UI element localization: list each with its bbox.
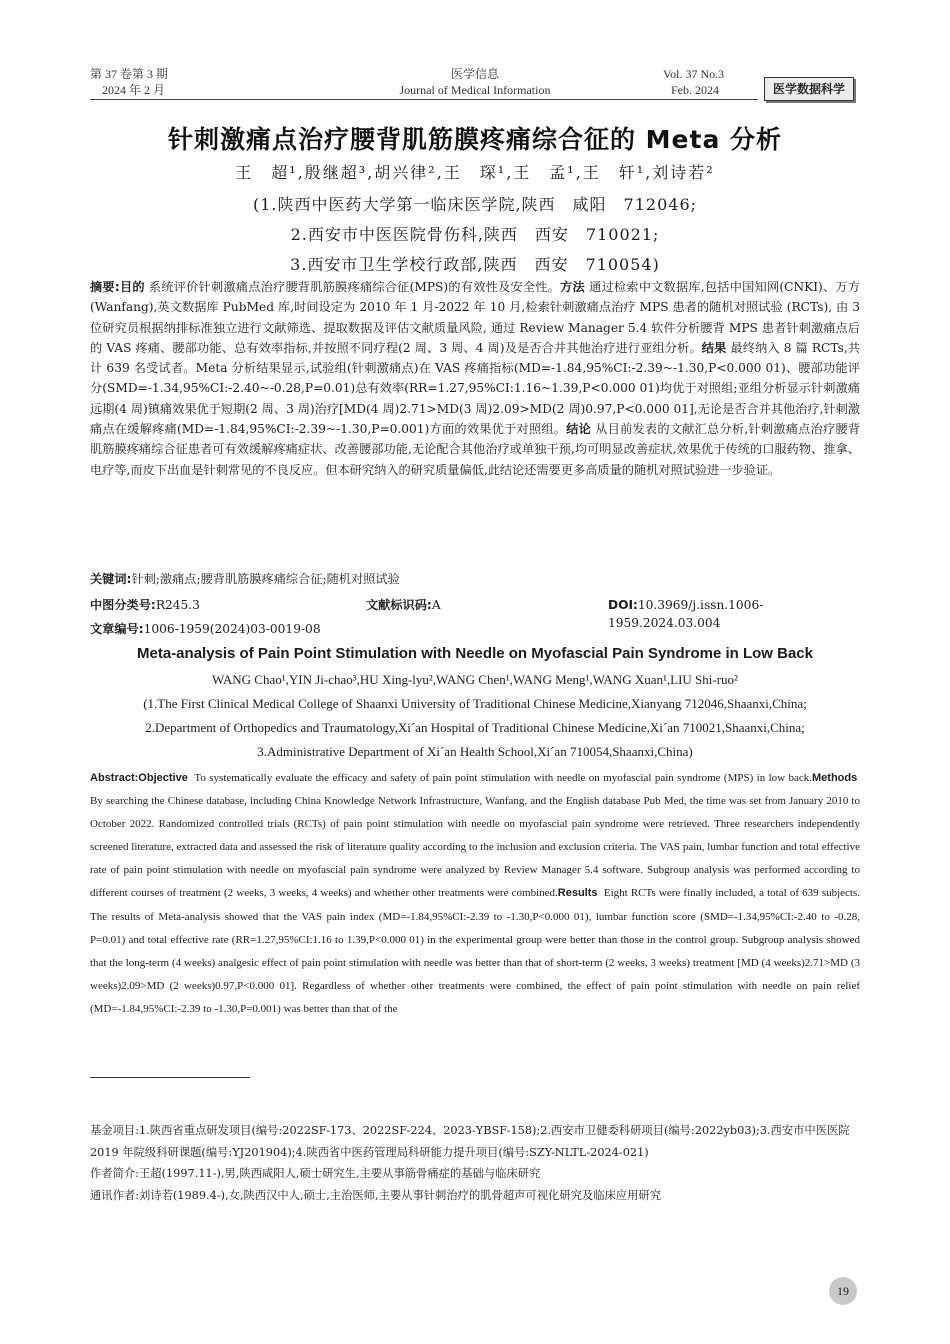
conclusion-label: 结论	[566, 422, 592, 437]
en-results-label: Results	[557, 887, 598, 900]
article-number-value: 1006-1959(2024)03-0019-08	[143, 622, 321, 636]
author-list: 王 超¹,殷继超³,胡兴律²,王 琛¹,王 孟¹,王 轩¹,刘诗若²	[235, 163, 715, 182]
footnotes	[90, 1120, 860, 1206]
en-methods-text: By searching the Chinese database, including China Knowledge Network Infrastructure, Wanfang, and the English database Pub Med, the time was set from January 2010 to October 2022. Randomized controlled trials (RCTs) of pain point stimulation with needle on myofascial pain syndrome were retrieved. Three researchers independently screened literature, extracted data and assessed the risk of literature quality according to the inclusion and exclusion criteria. The VAS pain, lumbar function and total effective rate of pain point stimulation with needle on myofascial pain syndrome were analyzed by Review Manager 5.4 software. Subgroup analysis was performed according to different courses of treatment (2 weeks, 3 weeks, 4 weeks) and whether other treatments were combined.	[90, 795, 860, 900]
header-vol-no: Vol. 37 No.3	[663, 67, 725, 81]
article-number-label: 文章编号:	[90, 622, 144, 636]
en-objective-label: Objective	[138, 772, 188, 784]
keywords-label: 关键词:	[90, 572, 132, 586]
doc-label: 文献标识码:	[366, 598, 432, 612]
results-label: 结果	[701, 340, 727, 355]
en-results-text: Eight RCTs were finally included, a total of 639 subjects. The results of Meta-analysis showed that the VAS pain index (MD=-1.84,95%CI:-2.39 to -1.30,P<0.000 01), lumbar function score (SMD=-1.34,95%CI:-2.40 to -0.28, P=0.01) and total effective rate (RR=1.27,95%CI:1.16 to 1.39,P<0.000 01) in the experimental group were better than those in the control group. Subgroup analysis showed that the long-term (4 weeks) analgesic effect of pain point stimulation with needle was better than that of short-term (2 weeks, 3 weeks) treatment [MD (4 weeks)2.71>MD (3 weeks)2.09>MD (2 weeks)0.97,P<0.000 01]. Regardless of whether other treatments were combined, the effect of pain point stimulation with needle on pain relief (MD=-1.84,95%CI:-2.39 to -1.30,P=0.001) was better than that of the	[90, 887, 861, 1015]
affiliation-2: 2.西安市中医医院骨伤科,陕西 西安 710021;	[290, 225, 660, 244]
en-methods-label: Methods	[812, 772, 858, 784]
article-number-row	[90, 620, 860, 638]
affiliation-3: 3.西安市卫生学校行政部,陕西 西安 710054)	[290, 255, 660, 274]
results-text: 最终纳入 8 篇 RCTs,共计 639 名受试者。Meta 分析结果显示,试验组(针刺激痛点)在 VAS 疼痛指标(MD=-1.84,95%CI:-2.39~-1.30,P<0.000 01)、腰部功能评分(SMD=-1.34,95%CI:-2.40~-0.28,P=0.01)总有效率(RR=1.27,95%CI:1.16~1.39,P<0.000 01)均优于对照组;亚组分析显示针刺激痛远期(4 周)镇痛效果优于短期(2 周、3 周)治疗[MD(4 周)2.71>MD(3 周)2.09>MD(2 周)0.97,P<0.000 01],无论是否合并其他治疗,针刺激痛点在缓解疼痛(MD=-1.84,95%CI:-2.39~-1.30,P=0.001)方面的效果优于对照组。	[90, 340, 861, 437]
conclusion-text: 从目前发表的文献汇总分析,针刺激痛点治疗腰背肌筋膜疼痛综合征患者可有效缓解疼痛症状、改善腰部功能,无论配合其他治疗或单独干预,均可明显改善症状,效果优于传统的口服药物、推拿、电疗等,而皮下出血是针刺常见的不良反应。但本研究纳入的研究质量偏低,此结论还需要更多高质量的随机对照试验进一步验证。	[90, 422, 861, 477]
methods-label: 方法	[560, 280, 585, 294]
page-number: 19	[829, 1277, 857, 1305]
abstract-label: 摘要:	[90, 280, 120, 294]
author-intro-note: 作者简介:王超(1997.11-),男,陕西咸阳人,硕士研究生,主要从事筋骨痛症的基础与临床研究	[90, 1167, 541, 1180]
doc-value: A	[431, 598, 441, 612]
english-affiliation-2: 2.Department of Orthopedics and Traumatology,Xi´an Hospital of Traditional Chinese Medicine,Xi´an 710021,Shaanxi,China;	[145, 720, 805, 735]
article-title: 针刺激痛点治疗腰背肌筋膜疼痛综合征的 Meta 分析	[167, 125, 783, 154]
clc-value: R245.3	[155, 598, 200, 612]
affiliation-1: (1.陕西中医药大学第一临床医学院,陕西 咸阳 712046;	[252, 195, 698, 214]
objective-label: 目的	[119, 280, 145, 294]
keywords	[90, 570, 860, 588]
abstract-cn	[90, 277, 860, 480]
english-affiliation-3: 3.Administrative Department of Xi´an Health School,Xi´an 710054,Shaanxi,China)	[257, 744, 693, 759]
header-journal-en: Journal of Medical Information	[399, 83, 551, 97]
header-date-cn: 2024 年 2 月	[102, 83, 166, 97]
english-authors: WANG Chao¹,YIN Ji-chao³,HU Xing-lyu²,WANG Chen¹,WANG Meng¹,WANG Xuan¹,LIU Shi-ruo²	[212, 672, 738, 687]
doi-label: DOI:	[608, 598, 638, 612]
english-title: Meta-analysis of Pain Point Stimulation with Needle on Myofascial Pain Syndrome in Low Back	[137, 645, 813, 662]
header-volume-issue: 第 37 卷第 3 期	[90, 67, 169, 81]
section-badge: 医学数据科学	[764, 77, 854, 101]
header-rule	[90, 99, 758, 100]
objective-text: 系统评价针刺激痛点治疗腰背肌筋膜疼痛综合征(MPS)的有效性及安全性。	[148, 280, 561, 294]
clc-label: 中图分类号:	[90, 598, 156, 612]
english-affiliation-1: (1.The First Clinical Medical College of Shaanxi University of Traditional Chinese Medicine,Xianyang 712046,Shaanxi,China;	[143, 696, 807, 711]
abstract-en	[90, 767, 860, 1021]
en-objective-text: To systematically evaluate the efficacy and safety of pain point stimulation with needle on myofascial pain syndrome (MPS) in low back.	[194, 772, 813, 784]
funding-note: 基金项目:1.陕西省重点研发项目(编号:2022SF-173、2022SF-224、2023-YBSF-158);2.西安市卫健委科研项目(编号:2022yb03);3.西安市中医医院 2019 年院级科研课题(编号:YJ201904);4.陕西省中医药管理局科研能力提升项目(编号:SZY-NLTL-2024-021)	[90, 1124, 850, 1159]
en-abstract-label: Abstract:	[90, 772, 139, 784]
keywords-value: 针刺;激痛点;腰背肌筋膜疼痛综合征;随机对照试验	[131, 572, 400, 586]
footnote-rule	[90, 1077, 250, 1078]
header-vol-en	[663, 66, 724, 98]
header-journal-cn: 医学信息	[450, 67, 499, 81]
doi-value: 10.3969/j.issn.1006-1959.2024.03.004	[608, 598, 764, 630]
methods-text: 通过检索中文数据库,包括中国知网(CNKI)、万方(Wanfang),英文数据库 PubMed 库,时间设定为 2010 年 1 月-2022 年 10 月,检索针刺激痛点治疗 MPS 患者的随机对照试验 (RCTs), 由 3 位研究员根据纳排标准独立进行文献筛选、提取数据及评估文献质量风险, 通过 Review Manager 5.4 软件分析腰背 MPS 患者针刺激痛点后的 VAS 疼痛、腰部功能、总有效率指标,并按照不同疗程(2 周、3 周、4 周)及是否合并其他治疗进行亚组分析。	[90, 280, 861, 355]
header-date-en: Feb. 2024	[671, 83, 719, 97]
corresponding-author-note: 通讯作者:刘诗若(1989.4-),女,陕西汉中人,硕士,主治医师,主要从事针刺治疗的肌骨超声可视化研究及临床应用研究	[90, 1188, 661, 1202]
